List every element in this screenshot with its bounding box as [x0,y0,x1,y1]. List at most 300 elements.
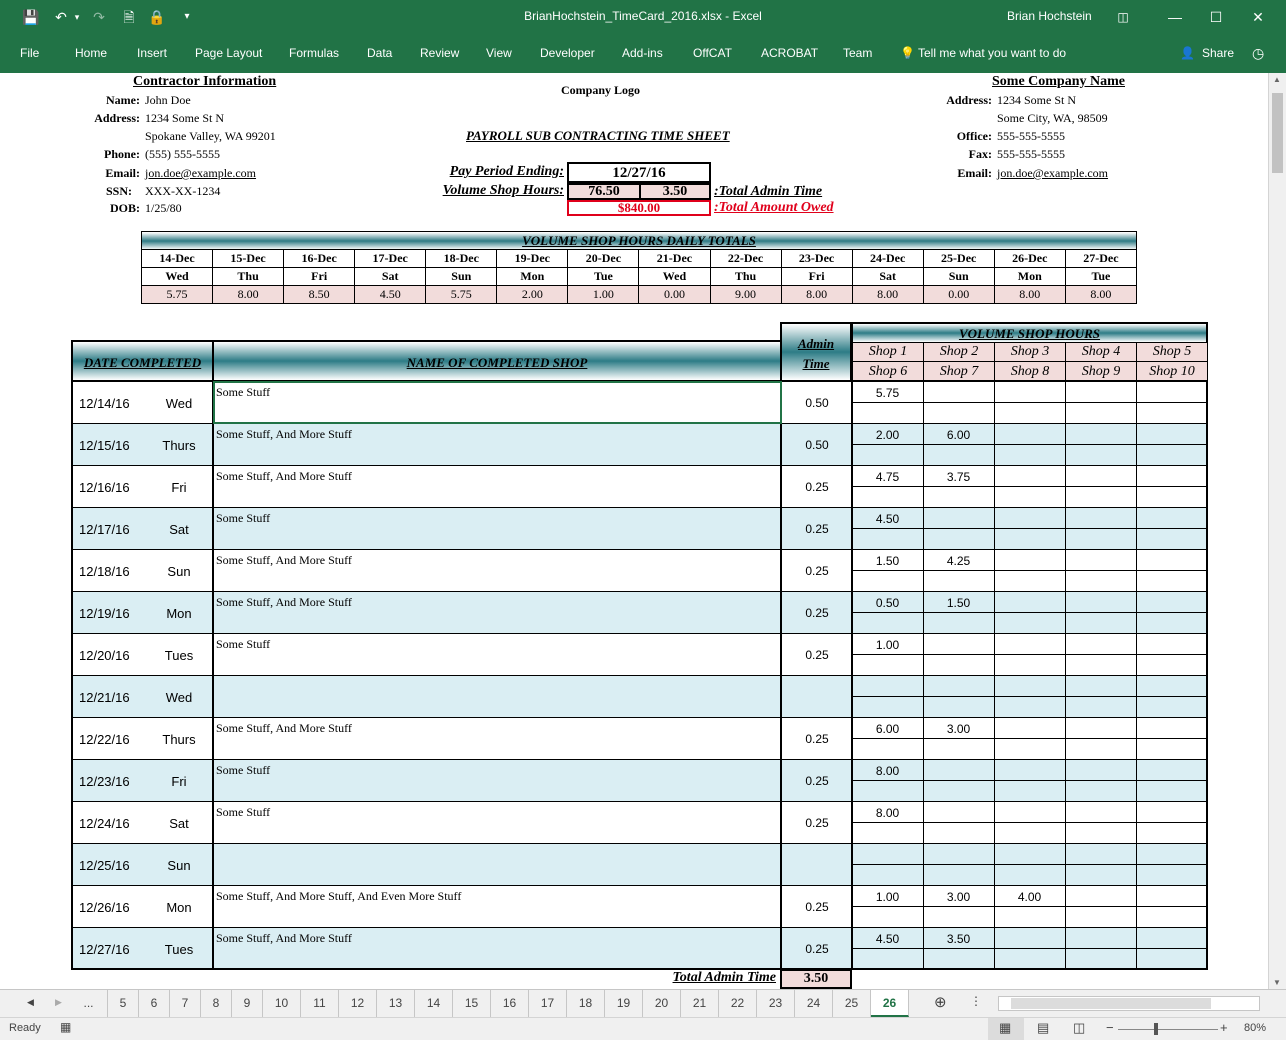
daily-value-cell[interactable]: 8.00 [781,286,852,304]
sheet-tab[interactable]: 20 [643,990,681,1017]
row-description[interactable]: Some Stuff [216,637,271,651]
row-day[interactable]: Mon [166,900,192,915]
sheet-tab[interactable]: 7 [170,990,201,1017]
contractor-email-link[interactable]: jon.doe@example.com [145,166,257,180]
share-button[interactable]: Share [1202,46,1235,60]
row-description[interactable]: Some Stuff [216,805,271,819]
row-subdivider [852,864,1208,865]
status-bar [0,1017,1286,1040]
row-day[interactable]: Thurs [162,438,196,453]
vertical-scroll-thumb[interactable] [1272,93,1283,173]
col-divider [1065,592,1066,634]
row-date[interactable]: 12/16/16 [79,480,130,495]
zoom-in-icon[interactable]: + [1220,1020,1228,1035]
company-fax-label: Fax: [968,147,992,161]
row-admin-time[interactable]: 0.25 [805,732,829,746]
zoom-out-icon[interactable]: − [1106,1020,1114,1035]
tab-team[interactable]: Team [843,46,873,60]
col-divider [994,676,995,718]
print-preview-icon[interactable]: 🗎 [123,9,135,25]
tab-scroll-right-icon[interactable]: ▶ [55,997,62,1007]
daily-date-cell[interactable]: 14-Dec [142,250,213,268]
history-icon[interactable]: ◷ [1252,45,1265,61]
row-admin-time[interactable]: 0.25 [805,816,829,830]
daily-date-cell[interactable]: 19-Dec [497,250,568,268]
pay-period-label: Pay Period Ending: [449,164,564,179]
daily-day-cell[interactable]: Sun [426,268,497,286]
sheet-tab[interactable]: 13 [377,990,415,1017]
row-date[interactable]: 12/15/16 [79,438,130,453]
daily-day-cell[interactable]: Fri [284,268,355,286]
row-day[interactable]: Tues [164,648,194,663]
col-divider [994,382,995,424]
row-shop-hours[interactable]: 2.00 [875,428,900,442]
row-shop-hours[interactable]: 1.00 [875,890,900,904]
sheet-tab[interactable]: 15 [453,990,491,1017]
company-fax: 555-555-5555 [997,147,1065,161]
daily-day-cell[interactable]: Sun [923,268,994,286]
daily-value-cell[interactable]: 8.00 [213,286,284,304]
admin-header-line2: Time [802,356,830,371]
maximize-button[interactable]: ☐ [1209,9,1223,25]
col-divider [1136,718,1137,760]
row-description[interactable]: Some Stuff, And More Stuff [216,931,352,945]
tab-data[interactable]: Data [367,46,393,60]
col-divider [923,634,924,676]
shop-hours-label: Volume Shop Hours: [442,183,564,198]
row-date[interactable]: 12/24/16 [79,816,130,831]
macro-record-icon[interactable]: ▦ [60,1020,72,1034]
row-shop-hours[interactable]: 3.00 [946,722,971,736]
tab-page-layout[interactable]: Page Layout [195,46,263,60]
row-date[interactable]: 12/20/16 [79,648,130,663]
row-day[interactable]: Sat [169,816,189,831]
row-date[interactable]: 12/23/16 [79,774,130,789]
row-day[interactable]: Thurs [162,732,196,747]
row-day[interactable]: Wed [165,396,193,411]
row-shop-hours[interactable]: 6.00 [875,722,900,736]
admin-hours-total: 3.50 [639,183,711,200]
sheet-tab[interactable]: 16 [491,990,529,1017]
col-divider [923,382,924,424]
col-divider [994,802,995,844]
contractor-email-label: Email: [105,166,140,180]
tab-scroll-left-icon[interactable]: ◀ [27,997,34,1007]
daily-value-cell[interactable]: 5.75 [426,286,497,304]
tab-formulas[interactable]: Formulas [289,46,340,60]
row-shop-hours[interactable]: 8.00 [875,764,900,778]
tell-me-search[interactable]: Tell me what you want to do [918,46,1067,60]
daily-day-cell[interactable]: Thu [213,268,284,286]
shop-header-a: Shop 2 [923,342,995,362]
row-description[interactable]: Some Stuff [216,385,271,399]
col-divider [1136,550,1137,592]
row-subdivider [852,612,1208,613]
sheet-tab[interactable]: 6 [139,990,170,1017]
daily-date-cell[interactable]: 23-Dec [781,250,852,268]
daily-day-cell[interactable]: Sat [852,268,923,286]
row-shop-hours[interactable]: 6.00 [946,428,971,442]
company-email-label: Email: [957,166,992,180]
daily-value-cell[interactable]: 1.00 [568,286,639,304]
sheet-tab-bar [0,989,1286,1017]
daily-date-cell[interactable]: 17-Dec [355,250,426,268]
col-divider [923,802,924,844]
sheet-title: PAYROLL SUB CONTRACTING TIME SHEET [466,128,730,143]
tab-acrobat[interactable]: ACROBAT [761,46,819,60]
row-shop-hours[interactable]: 5.75 [875,386,900,400]
worksheet[interactable] [0,73,1268,989]
col-divider [1136,928,1137,970]
daily-value-cell[interactable]: 0.00 [923,286,994,304]
col-divider [1065,508,1066,550]
daily-value-cell[interactable]: 9.00 [710,286,781,304]
row-admin-time[interactable]: 0.25 [805,480,829,494]
shop-header-b: Shop 10 [1136,361,1208,382]
row-shop-hours[interactable]: 1.00 [875,638,900,652]
col-divider [1136,676,1137,718]
daily-totals-title: VOLUME SHOP HOURS DAILY TOTALS [142,232,1137,250]
sheet-tab[interactable]: 18 [567,990,605,1017]
row-shop-hours[interactable]: 4.00 [1017,890,1042,904]
tab-developer[interactable]: Developer [540,46,595,60]
shop-name-header: NAME OF COMPLETED SHOP [212,340,782,382]
row-description[interactable]: Some Stuff [216,511,271,525]
col-divider [923,508,924,550]
col-divider [1065,550,1066,592]
daily-value-cell[interactable]: 0.00 [639,286,710,304]
shop-header-b: Shop 8 [994,361,1066,382]
row-subdivider [852,654,1208,655]
daily-day-cell[interactable]: Wed [142,268,213,286]
col-divider [1065,466,1066,508]
horizontal-scrollbar[interactable] [998,996,1260,1011]
row-description[interactable]: Some Stuff [216,763,271,777]
table-row[interactable] [71,466,1208,508]
ribbon-display-icon[interactable]: ◫ [1117,10,1129,24]
row-admin-time[interactable]: 0.25 [805,564,829,578]
row-subdivider [852,402,1208,403]
daily-date-cell[interactable]: 24-Dec [852,250,923,268]
status-ready: Ready [9,1022,41,1034]
table-row[interactable] [71,676,1208,718]
col-divider [1065,802,1066,844]
horizontal-scroll-thumb[interactable] [1011,998,1211,1009]
col-divider [1136,634,1137,676]
tab-file[interactable]: File [20,46,40,60]
row-description[interactable]: Some Stuff, And More Stuff [216,553,352,567]
row-date[interactable]: 12/17/16 [79,522,130,537]
daily-date-cell[interactable]: 21-Dec [639,250,710,268]
row-day[interactable]: Mon [166,606,192,621]
row-admin-time[interactable]: 0.25 [805,774,829,788]
daily-day-cell[interactable]: Fri [781,268,852,286]
minimize-button[interactable]: — [1168,9,1182,25]
row-day[interactable]: Fri [171,480,187,495]
row-subdivider [852,780,1208,781]
row-subdivider [852,570,1208,571]
daily-date-cell[interactable]: 20-Dec [568,250,639,268]
sheet-tab[interactable]: 12 [339,990,377,1017]
daily-date-cell[interactable]: 16-Dec [284,250,355,268]
page-layout-view-icon[interactable]: ▤ [1037,1020,1050,1035]
daily-day-cell[interactable]: Thu [710,268,781,286]
row-day[interactable]: Fri [171,774,187,789]
daily-value-cell[interactable]: 2.00 [497,286,568,304]
col-divider [923,676,924,718]
sheet-tab[interactable]: 9 [232,990,263,1017]
admin-time-header [780,322,852,382]
col-divider [1065,928,1066,970]
col-divider [1136,802,1137,844]
row-subdivider [852,528,1208,529]
daily-value-cell[interactable]: 5.75 [142,286,213,304]
col-divider [994,718,995,760]
row-description[interactable]: Some Stuff, And More Stuff [216,469,352,483]
volume-shop-hours-header: VOLUME SHOP HOURS [851,322,1208,344]
sheet-tab[interactable]: ... [70,990,108,1017]
row-day[interactable]: Tues [164,942,194,957]
row-description[interactable]: Some Stuff, And More Stuff [216,595,352,609]
col-divider [1065,634,1066,676]
total-admin-time-label: :Total Admin Time [714,184,823,199]
sheet-tab[interactable]: 24 [795,990,833,1017]
zoom-level[interactable]: 80% [1244,1022,1267,1034]
row-subdivider [852,948,1208,949]
row-date[interactable]: 12/18/16 [79,564,130,579]
row-admin-time[interactable]: 0.50 [805,438,829,452]
sheet-tab[interactable]: 25 [833,990,871,1017]
contractor-address-label: Address: [94,111,140,125]
row-shop-hours[interactable]: 4.50 [875,512,900,526]
row-date[interactable]: 12/25/16 [79,858,130,873]
daily-totals-table [141,231,1137,304]
sheet-tab[interactable]: 17 [529,990,567,1017]
daily-value-cell[interactable]: 8.00 [994,286,1065,304]
total-admin-footer-label: Total Admin Time [672,970,776,985]
daily-value-cell[interactable]: 8.00 [1065,286,1136,304]
table-row[interactable] [71,802,1208,844]
col-divider [994,928,995,970]
sheet-tab[interactable]: 10 [263,990,301,1017]
table-row[interactable] [71,886,1208,928]
row-day[interactable]: Sat [169,522,189,537]
page-break-view-icon[interactable]: ◫ [1073,1020,1086,1035]
ribbon [0,34,1286,73]
row-date[interactable]: 12/22/16 [79,732,130,747]
normal-view-icon[interactable]: ▦ [999,1020,1012,1035]
vertical-scrollbar[interactable] [1268,73,1286,989]
tab-home[interactable]: Home [75,46,108,60]
sheet-tab[interactable]: 8 [201,990,232,1017]
amount-owed-value: $840.00 [567,200,711,216]
row-shop-hours[interactable]: 3.50 [946,932,971,946]
daily-value-cell[interactable]: 8.00 [852,286,923,304]
shop-header-a: Shop 1 [852,342,924,362]
row-date[interactable]: 12/21/16 [79,690,130,705]
daily-day-cell[interactable]: Sat [355,268,426,286]
row-admin-time[interactable]: 0.25 [805,606,829,620]
grid-divider [212,380,214,970]
daily-date-cell[interactable]: 26-Dec [994,250,1065,268]
table-row[interactable] [71,634,1208,676]
admin-header-line1: Admin [797,336,835,351]
daily-date-cell[interactable]: 15-Dec [213,250,284,268]
row-date[interactable]: 12/19/16 [79,606,130,621]
tab-splitter-icon[interactable]: ⋮ [970,994,982,1008]
contractor-dob: 1/25/80 [145,201,182,215]
sheet-tab[interactable]: 11 [301,990,339,1017]
table-row[interactable] [71,508,1208,550]
col-divider [1065,382,1066,424]
col-divider [1065,676,1066,718]
row-subdivider [852,696,1208,697]
tab-view[interactable]: View [486,46,512,60]
company-address-label: Address: [946,93,992,107]
row-day[interactable]: Wed [165,690,193,705]
date-completed-header: DATE COMPLETED [71,340,214,382]
tab-offcat[interactable]: OffCAT [693,46,732,60]
daily-day-cell[interactable]: Tue [568,268,639,286]
daily-date-cell[interactable]: 22-Dec [710,250,781,268]
row-shop-hours[interactable]: 3.75 [946,470,971,484]
row-admin-time[interactable]: 0.25 [805,942,829,956]
table-row[interactable] [71,844,1208,886]
company-logo: Company Logo [561,83,641,97]
row-shop-hours[interactable]: 8.00 [875,806,900,820]
contractor-phone-label: Phone: [104,147,140,161]
row-description[interactable]: Some Stuff, And More Stuff [216,721,352,735]
daily-day-cell[interactable]: Tue [1065,268,1136,286]
row-shop-hours[interactable]: 1.50 [875,554,900,568]
row-date[interactable]: 12/26/16 [79,900,130,915]
table-row[interactable] [71,424,1208,466]
col-divider [994,760,995,802]
daily-value-cell[interactable]: 8.50 [284,286,355,304]
contractor-ssn: XXX-XX-1234 [145,184,221,198]
col-divider [1065,760,1066,802]
row-subdivider [852,906,1208,907]
col-divider [923,844,924,886]
row-admin-time[interactable]: 0.25 [805,900,829,914]
row-description[interactable]: Some Stuff, And More Stuff, And Even More Stuff [216,889,462,903]
col-divider [994,592,995,634]
person-icon: 👤 [1180,46,1195,60]
sheet-tab[interactable]: 14 [415,990,453,1017]
row-shop-hours[interactable]: 4.50 [875,932,900,946]
table-row[interactable] [71,550,1208,592]
lock-icon[interactable]: 🔒 [148,9,166,25]
row-date[interactable]: 12/14/16 [79,396,130,411]
row-shop-hours[interactable]: 4.25 [946,554,971,568]
shop-header-b: Shop 9 [1065,361,1137,382]
table-row[interactable] [71,718,1208,760]
company-address2: Some City, WA, 98509 [997,111,1108,125]
close-button[interactable]: ✕ [1252,9,1264,25]
zoom-slider-thumb[interactable] [1154,1023,1158,1035]
row-subdivider [852,486,1208,487]
grid-divider [851,380,853,970]
daily-day-cell[interactable]: Mon [497,268,568,286]
daily-value-cell[interactable]: 4.50 [355,286,426,304]
col-divider [994,550,995,592]
contractor-address1: 1234 Some St N [145,111,225,125]
daily-day-cell[interactable]: Wed [639,268,710,286]
scroll-down-icon[interactable]: ▼ [1273,978,1281,987]
table-row[interactable] [71,928,1208,970]
sheet-tab[interactable]: 5 [108,990,139,1017]
table-row[interactable] [71,592,1208,634]
contractor-dob-label: DOB: [110,201,140,215]
company-address1: 1234 Some St N [997,93,1077,107]
row-admin-time[interactable]: 0.25 [805,522,829,536]
col-divider [994,424,995,466]
table-row[interactable] [71,760,1208,802]
col-divider [923,760,924,802]
shop-hours-total: 76.50 [567,183,641,200]
sheet-tab[interactable]: 23 [757,990,795,1017]
col-divider [994,634,995,676]
row-shop-hours[interactable]: 1.50 [946,596,971,610]
row-description[interactable]: Some Stuff, And More Stuff [216,427,352,441]
tab-insert[interactable]: Insert [137,46,168,60]
daily-date-cell[interactable]: 25-Dec [923,250,994,268]
redo-icon[interactable]: ↷ [93,9,105,25]
shop-header-a: Shop 3 [994,342,1066,362]
user-name[interactable]: Brian Hochstein [1007,9,1092,23]
shop-header-a: Shop 4 [1065,342,1137,362]
pay-period-value: 12/27/16 [567,162,711,183]
row-day[interactable]: Sun [167,564,191,579]
sheet-tab[interactable]: 21 [681,990,719,1017]
table-row[interactable] [71,382,1208,424]
col-divider [1136,424,1137,466]
contractor-heading: Contractor Information [133,74,277,89]
tab-add-ins[interactable]: Add-ins [622,46,663,60]
col-divider [1136,760,1137,802]
company-email-link[interactable]: jon.doe@example.com [997,166,1109,180]
row-admin-time[interactable]: 0.25 [805,648,829,662]
company-heading: Some Company Name [992,74,1125,89]
daily-date-cell[interactable]: 27-Dec [1065,250,1136,268]
undo-icon[interactable]: ↶ [55,9,67,25]
save-icon[interactable]: 💾 [22,9,40,25]
sheet-tab[interactable]: 22 [719,990,757,1017]
row-subdivider [852,822,1208,823]
sheet-tab[interactable]: 26 [871,990,909,1017]
daily-day-cell[interactable]: Mon [994,268,1065,286]
col-divider [1065,718,1066,760]
row-shop-hours[interactable]: 0.50 [875,596,900,610]
zoom-slider[interactable] [1118,1029,1218,1030]
customize-toolbar-icon[interactable]: ▾ [184,11,190,22]
row-date[interactable]: 12/27/16 [79,942,130,957]
daily-date-cell[interactable]: 18-Dec [426,250,497,268]
col-divider [1065,424,1066,466]
new-sheet-icon[interactable]: ⊕ [934,994,947,1011]
scroll-up-icon[interactable]: ▲ [1273,75,1281,84]
row-admin-time[interactable]: 0.50 [805,396,829,410]
row-day[interactable]: Sun [167,858,191,873]
undo-dropdown-icon[interactable]: ▾ [74,12,80,22]
row-shop-hours[interactable]: 4.75 [875,470,900,484]
sheet-tab[interactable]: 19 [605,990,643,1017]
row-shop-hours[interactable]: 3.00 [946,890,971,904]
col-divider [1065,844,1066,886]
contractor-name-label: Name: [106,93,140,107]
tab-review[interactable]: Review [420,46,460,60]
total-admin-footer-value: 3.50 [780,969,852,989]
